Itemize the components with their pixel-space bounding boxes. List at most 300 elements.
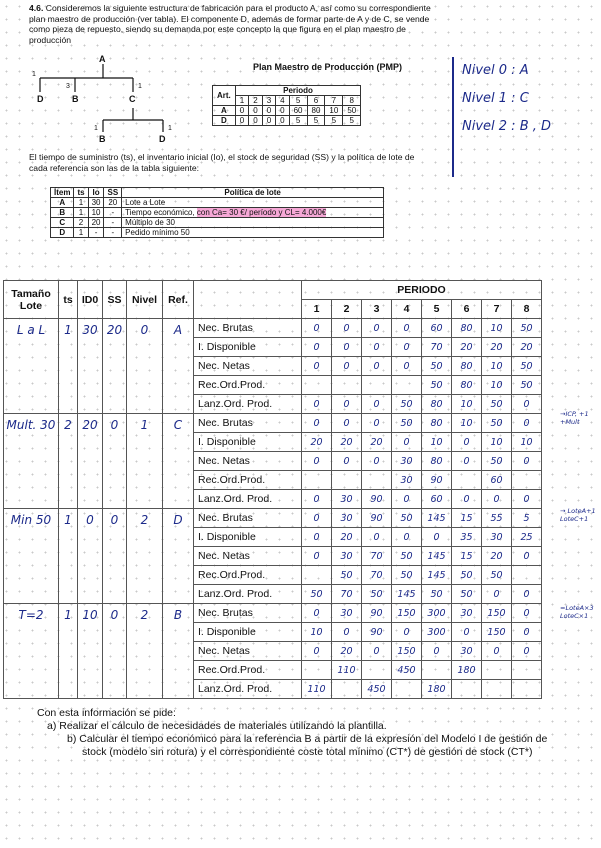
mrp-cell: 145 — [392, 585, 422, 604]
mrp-cell: 50 — [362, 585, 392, 604]
question-b: b) Calcular el tiempo económico para la referencia B a partir de la expresión del Modelo I de gestión de stock (modelo sin rotura) y el correspondiente coste total mínimo (CT*) de gestión de stock (CT*) — [67, 733, 548, 758]
mrp-row-label: Lanz.Ord. Prod. — [194, 585, 302, 604]
mrp-cell: 80 — [452, 319, 482, 338]
mrp-cell: 30 — [332, 547, 362, 566]
mrp-cell: 10 — [302, 623, 332, 642]
policy-highlight: con Ca= 30 €/ período y CL= 4.000€ — [196, 208, 327, 217]
mrp-cell: 15 — [452, 547, 482, 566]
mrp-cell: 70 — [332, 585, 362, 604]
pmp-cell: 0 — [249, 116, 262, 126]
product-tree — [28, 50, 198, 145]
mrp-cell: 50 — [392, 547, 422, 566]
policy-io: 20 — [88, 218, 104, 228]
tree-node-d: D — [37, 94, 44, 104]
mrp-row-label: Rec.Ord.Prod. — [194, 471, 302, 490]
mrp-cell: 5 — [512, 509, 542, 528]
mrp-cell: 0 — [482, 490, 512, 509]
mrp-cell — [302, 376, 332, 395]
mrp-cell: 90 — [362, 604, 392, 623]
mrp-cell — [362, 471, 392, 490]
mrp-cell: 50 — [422, 376, 452, 395]
mrp-cell — [302, 566, 332, 585]
problem-number: 4.6. — [29, 3, 44, 13]
policy-io: - — [88, 228, 104, 238]
mrp-period-header: 7 — [482, 300, 512, 319]
mrp-cell: 0 — [392, 319, 422, 338]
mrp-cell: 0 — [392, 528, 422, 547]
mrp-cell: 0 — [452, 623, 482, 642]
mrp-row-label: Nec. Netas — [194, 452, 302, 471]
side-note-b: =LoteA×3 LoteC×1 — [560, 604, 594, 620]
mrp-cell — [452, 471, 482, 490]
mrp-cell: 0 — [302, 395, 332, 414]
policy-ts: 1 — [74, 208, 88, 218]
mrp-ss: 0 — [103, 509, 127, 604]
mrp-cell: 30 — [392, 452, 422, 471]
mrp-cell: 80 — [422, 452, 452, 471]
policy-ss: - — [104, 228, 122, 238]
mrp-cell: 70 — [362, 566, 392, 585]
mrp-ts: 1 — [59, 509, 78, 604]
mrp-ref: A — [163, 319, 194, 414]
mrp-cell: 150 — [392, 642, 422, 661]
level-notes — [452, 57, 562, 177]
mrp-row-label: Nec. Netas — [194, 642, 302, 661]
mrp-cell: 0 — [452, 433, 482, 452]
mrp-row — [4, 509, 542, 528]
mrp-cell — [362, 376, 392, 395]
mrp-cell — [482, 680, 512, 699]
mrp-row-label: Rec.Ord.Prod. — [194, 661, 302, 680]
mrp-period-header: 5 — [422, 300, 452, 319]
mrp-cell: 30 — [332, 509, 362, 528]
pmp-cell: 50 — [343, 106, 361, 116]
mrp-cell: 0 — [302, 414, 332, 433]
mrp-ts: 1 — [59, 319, 78, 414]
pmp-title: Plan Maestro de Producción (PMP) — [253, 62, 403, 72]
mrp-cell: 25 — [512, 528, 542, 547]
mrp-cell: 35 — [452, 528, 482, 547]
policy-text: Múltiplo de 30 — [122, 218, 384, 228]
mrp-lote: Mult. 30 — [4, 414, 59, 509]
mrp-cell: 10 — [452, 395, 482, 414]
pmp-cell: 60 — [289, 106, 307, 116]
pmp-cell: 5 — [289, 116, 307, 126]
mrp-row-label: Nec. Netas — [194, 357, 302, 376]
mrp-cell: 0 — [332, 357, 362, 376]
mrp-cell: 60 — [422, 490, 452, 509]
policy-ss: - — [104, 218, 122, 228]
mrp-cell: 0 — [392, 623, 422, 642]
intro-text: El tiempo de suministro (ts), el inventario inicial (Io), el stock de seguridad (SS) y la política de lote de cada referencia son las de la tabla siguiente: — [29, 152, 415, 173]
mrp-cell: 0 — [362, 414, 392, 433]
side-note-d: → LoteA+1 LoteC+1 — [560, 507, 596, 523]
mrp-cell: 50 — [452, 585, 482, 604]
pmp-period: 3 — [262, 96, 275, 106]
mrp-cell: 0 — [362, 452, 392, 471]
pmp-cell: 5 — [325, 116, 343, 126]
mrp-cell: 50 — [392, 509, 422, 528]
policy-text-main: Tiempo económico, — [125, 208, 197, 217]
policy-header: ts — [74, 188, 88, 198]
pmp-period: 4 — [276, 96, 289, 106]
mrp-cell: 0 — [332, 452, 362, 471]
mrp-row — [4, 414, 542, 433]
mrp-cell — [302, 661, 332, 680]
mrp-cell: 0 — [302, 509, 332, 528]
level-note: Nivel 0 : A — [462, 63, 529, 78]
mrp-cell — [452, 680, 482, 699]
mrp-nivel: 0 — [127, 319, 163, 414]
mrp-cell: 90 — [362, 490, 392, 509]
mrp-nivel: 2 — [127, 604, 163, 699]
mrp-io: 30 — [78, 319, 103, 414]
tree-qty-d: 1 — [32, 71, 36, 78]
mrp-cell: 0 — [302, 547, 332, 566]
mrp-row-label: I. Disponible — [194, 528, 302, 547]
mrp-row-label: Lanz.Ord. Prod. — [194, 490, 302, 509]
policy-text: Pedido mínimo 50 — [122, 228, 384, 238]
mrp-cell: 80 — [452, 357, 482, 376]
policy-table — [50, 187, 384, 238]
mrp-cell: 0 — [512, 452, 542, 471]
mrp-cell: 30 — [452, 604, 482, 623]
pmp-cell: 0 — [235, 116, 248, 126]
mrp-cell: 90 — [422, 471, 452, 490]
mrp-cell: 0 — [512, 623, 542, 642]
policy-item: D — [51, 228, 74, 238]
tree-qty-b: 3 — [66, 83, 70, 90]
mrp-cell: 0 — [332, 338, 362, 357]
policy-text — [122, 208, 384, 218]
pmp-cell: 5 — [343, 116, 361, 126]
pmp-period: 6 — [307, 96, 325, 106]
mrp-cell: 145 — [422, 547, 452, 566]
mrp-cell: 50 — [392, 414, 422, 433]
mrp-cell — [302, 471, 332, 490]
mrp-cell: 150 — [482, 604, 512, 623]
mrp-lote: L a L — [4, 319, 59, 414]
mrp-row-label: Lanz.Ord. Prod. — [194, 395, 302, 414]
mrp-cell: 50 — [452, 566, 482, 585]
tree-qty-c: 1 — [138, 83, 142, 90]
mrp-io: 0 — [78, 509, 103, 604]
mrp-cell: 0 — [302, 528, 332, 547]
mrp-header-ss: SS — [103, 281, 127, 319]
mrp-cell: 50 — [512, 357, 542, 376]
mrp-cell — [512, 471, 542, 490]
pmp-cell: 0 — [262, 116, 275, 126]
mrp-cell: 450 — [362, 680, 392, 699]
mrp-cell: 50 — [332, 566, 362, 585]
pmp-cell: 0 — [276, 116, 289, 126]
mrp-cell: 0 — [422, 642, 452, 661]
mrp-cell: 10 — [422, 433, 452, 452]
mrp-row-label: Nec. Netas — [194, 547, 302, 566]
mrp-cell: 0 — [362, 357, 392, 376]
mrp-cell: 20 — [332, 433, 362, 452]
mrp-cell: 20 — [512, 338, 542, 357]
mrp-cell — [332, 471, 362, 490]
level-note: Nivel 1 : C — [462, 91, 529, 106]
mrp-cell: 80 — [452, 376, 482, 395]
mrp-row-label: Nec. Brutas — [194, 414, 302, 433]
policy-header: Ítem — [51, 188, 74, 198]
mrp-cell: 300 — [422, 604, 452, 623]
mrp-lote: T=2 — [4, 604, 59, 699]
tree-node-c: C — [129, 94, 136, 104]
mrp-cell: 0 — [362, 395, 392, 414]
policy-ss: 20 — [104, 198, 122, 208]
mrp-ref: D — [163, 509, 194, 604]
tree-node-b: B — [72, 94, 79, 104]
mrp-ts: 2 — [59, 414, 78, 509]
policy-io: 10 — [88, 208, 104, 218]
mrp-cell: 30 — [452, 642, 482, 661]
mrp-cell: 50 — [482, 452, 512, 471]
mrp-row-label: I. Disponible — [194, 338, 302, 357]
mrp-cell: 0 — [482, 585, 512, 604]
mrp-period-header: 6 — [452, 300, 482, 319]
mrp-cell: 90 — [362, 623, 392, 642]
policy-ts: 1 — [74, 198, 88, 208]
policy-ts: 2 — [74, 218, 88, 228]
mrp-cell: 145 — [422, 509, 452, 528]
tree-qty-b2: 1 — [94, 125, 98, 132]
mrp-period-header: 2 — [332, 300, 362, 319]
mrp-cell — [332, 680, 362, 699]
problem-statement — [29, 3, 434, 45]
pmp-cell: 0 — [235, 106, 248, 116]
mrp-cell — [512, 566, 542, 585]
mrp-cell: 50 — [392, 566, 422, 585]
questions — [37, 707, 562, 759]
mrp-cell: 0 — [332, 395, 362, 414]
mrp-cell — [332, 376, 362, 395]
mrp-cell: 110 — [332, 661, 362, 680]
pmp-period: 5 — [289, 96, 307, 106]
policy-header: Io — [88, 188, 104, 198]
mrp-header-blank — [194, 281, 302, 319]
mrp-cell: 0 — [392, 357, 422, 376]
policy-ts: 1 — [74, 228, 88, 238]
mrp-cell: 0 — [332, 623, 362, 642]
mrp-cell: 0 — [302, 338, 332, 357]
tree-node-d2: D — [159, 134, 166, 144]
mrp-row-label: Lanz.Ord. Prod. — [194, 680, 302, 699]
mrp-ref: C — [163, 414, 194, 509]
mrp-cell: 0 — [452, 490, 482, 509]
mrp-ss: 0 — [103, 414, 127, 509]
mrp-io: 20 — [78, 414, 103, 509]
mrp-header-lote: Tamaño Lote — [4, 281, 59, 319]
mrp-cell: 70 — [422, 338, 452, 357]
mrp-table — [3, 280, 542, 699]
mrp-header-ref: Ref. — [163, 281, 194, 319]
pmp-period-header: Periodo — [235, 86, 360, 96]
mrp-cell: 0 — [362, 528, 392, 547]
mrp-cell: 80 — [422, 395, 452, 414]
pmp-cell: 80 — [307, 106, 325, 116]
mrp-header-periodo: PERIODO — [302, 281, 542, 300]
mrp-cell — [392, 376, 422, 395]
mrp-cell: 10 — [512, 433, 542, 452]
mrp-cell: 60 — [482, 471, 512, 490]
mrp-ss: 20 — [103, 319, 127, 414]
mrp-cell: 180 — [422, 680, 452, 699]
pmp-period: 1 — [235, 96, 248, 106]
mrp-cell: 0 — [512, 395, 542, 414]
tree-node-a: A — [99, 54, 106, 64]
mrp-header-io: ID0 — [78, 281, 103, 319]
mrp-cell: 50 — [392, 395, 422, 414]
mrp-nivel: 1 — [127, 414, 163, 509]
mrp-cell: 20 — [452, 338, 482, 357]
mrp-cell: 110 — [302, 680, 332, 699]
mrp-cell: 50 — [512, 319, 542, 338]
mrp-cell: 30 — [482, 528, 512, 547]
mrp-cell: 0 — [332, 414, 362, 433]
mrp-period-header: 1 — [302, 300, 332, 319]
mrp-cell: 0 — [392, 490, 422, 509]
policy-text: Lote a Lote — [122, 198, 384, 208]
mrp-cell: 0 — [302, 452, 332, 471]
pmp-cell: 5 — [307, 116, 325, 126]
mrp-cell: 0 — [512, 490, 542, 509]
questions-intro: Con esta información se pide: — [37, 707, 176, 719]
mrp-cell: 180 — [452, 661, 482, 680]
policy-item: B — [51, 208, 74, 218]
side-note-c: →ICP, +1 +Mult — [560, 410, 589, 426]
mrp-row-label: Rec.Ord.Prod. — [194, 376, 302, 395]
pmp-art: A — [213, 106, 236, 116]
mrp-cell: 0 — [512, 604, 542, 623]
mrp-cell: 0 — [482, 642, 512, 661]
mrp-cell: 50 — [482, 414, 512, 433]
pmp-cell: 0 — [276, 106, 289, 116]
mrp-cell: 0 — [302, 642, 332, 661]
mrp-cell: 0 — [302, 319, 332, 338]
mrp-cell: 50 — [422, 357, 452, 376]
mrp-cell: 0 — [422, 528, 452, 547]
pmp-period: 7 — [325, 96, 343, 106]
mrp-cell: 0 — [302, 357, 332, 376]
mrp-cell: 10 — [482, 357, 512, 376]
mrp-ss: 0 — [103, 604, 127, 699]
mrp-cell: 0 — [512, 642, 542, 661]
mrp-row-label: Nec. Brutas — [194, 604, 302, 623]
mrp-cell: 55 — [482, 509, 512, 528]
mrp-cell: 300 — [422, 623, 452, 642]
tree-qty-d2: 1 — [168, 125, 172, 132]
mrp-cell — [392, 680, 422, 699]
question-a: a) Realizar el cálculo de necesidades de materiales utilizando la plantilla. — [47, 720, 387, 732]
problem-text: Consideremos la siguiente estructura de fabricación para el producto A, así como su correspondiente plan maestro de producción (ver tabla). El componente D, además de formar parte de A y de C, se vende como pieza de repuesto, siendo su demanda por este concepto la que figura en el plan maestro de producción — [29, 3, 431, 45]
mrp-row-label: I. Disponible — [194, 623, 302, 642]
mrp-cell — [482, 661, 512, 680]
mrp-period-header: 3 — [362, 300, 392, 319]
mrp-row — [4, 319, 542, 338]
mrp-cell: 0 — [362, 642, 392, 661]
mrp-cell: 150 — [392, 604, 422, 623]
mrp-cell: 15 — [452, 509, 482, 528]
mrp-cell: 50 — [512, 376, 542, 395]
mrp-period-header: 4 — [392, 300, 422, 319]
mrp-cell — [512, 680, 542, 699]
mrp-cell: 90 — [362, 509, 392, 528]
mrp-cell: 30 — [392, 471, 422, 490]
policy-ss: - — [104, 208, 122, 218]
mrp-cell: 20 — [362, 433, 392, 452]
mrp-cell: 0 — [512, 547, 542, 566]
mrp-cell: 0 — [392, 338, 422, 357]
pmp-period: 2 — [249, 96, 262, 106]
mrp-cell: 80 — [422, 414, 452, 433]
tree-node-b2: B — [99, 134, 106, 144]
mrp-row-label: Nec. Brutas — [194, 509, 302, 528]
mrp-cell: 70 — [362, 547, 392, 566]
mrp-cell: 450 — [392, 661, 422, 680]
pmp-art-header: Art. — [213, 86, 236, 106]
pmp-cell: 0 — [262, 106, 275, 116]
policy-io: 30 — [88, 198, 104, 208]
mrp-cell: 0 — [302, 490, 332, 509]
mrp-cell: 50 — [302, 585, 332, 604]
mrp-cell: 30 — [332, 490, 362, 509]
mrp-cell: 30 — [332, 604, 362, 623]
pmp-art: D — [213, 116, 236, 126]
mrp-row-label: I. Disponible — [194, 433, 302, 452]
mrp-cell: 150 — [482, 623, 512, 642]
mrp-io: 10 — [78, 604, 103, 699]
mrp-cell: 145 — [422, 566, 452, 585]
pmp-cell: 10 — [325, 106, 343, 116]
mrp-header-nivel: Nivel — [127, 281, 163, 319]
mrp-cell: 50 — [482, 395, 512, 414]
mrp-period-header: 8 — [512, 300, 542, 319]
policy-header: Política de lote — [122, 188, 384, 198]
mrp-nivel: 2 — [127, 509, 163, 604]
mrp-row-label: Nec. Brutas — [194, 319, 302, 338]
mrp-cell: 50 — [422, 585, 452, 604]
mrp-cell: 0 — [362, 338, 392, 357]
mrp-cell — [362, 661, 392, 680]
pmp-cell: 0 — [249, 106, 262, 116]
mrp-cell: 20 — [482, 547, 512, 566]
mrp-cell: 20 — [302, 433, 332, 452]
policy-item: C — [51, 218, 74, 228]
mrp-cell: 10 — [482, 376, 512, 395]
pmp-period: 8 — [343, 96, 361, 106]
mrp-cell: 0 — [512, 414, 542, 433]
mrp-cell: 0 — [392, 433, 422, 452]
mrp-cell: 10 — [482, 433, 512, 452]
mrp-cell: 10 — [452, 414, 482, 433]
mrp-cell: 10 — [482, 319, 512, 338]
mrp-header-ts: ts — [59, 281, 78, 319]
mrp-cell: 20 — [332, 642, 362, 661]
mrp-ts: 1 — [59, 604, 78, 699]
mrp-ref: B — [163, 604, 194, 699]
level-note: Nivel 2 : B , D — [462, 119, 552, 134]
mrp-cell — [512, 661, 542, 680]
mrp-cell: 0 — [332, 319, 362, 338]
mrp-cell: 0 — [512, 585, 542, 604]
mrp-row-label: Rec.Ord.Prod. — [194, 566, 302, 585]
mrp-cell: 60 — [422, 319, 452, 338]
policy-header: SS — [104, 188, 122, 198]
mrp-lote: Min 50 — [4, 509, 59, 604]
